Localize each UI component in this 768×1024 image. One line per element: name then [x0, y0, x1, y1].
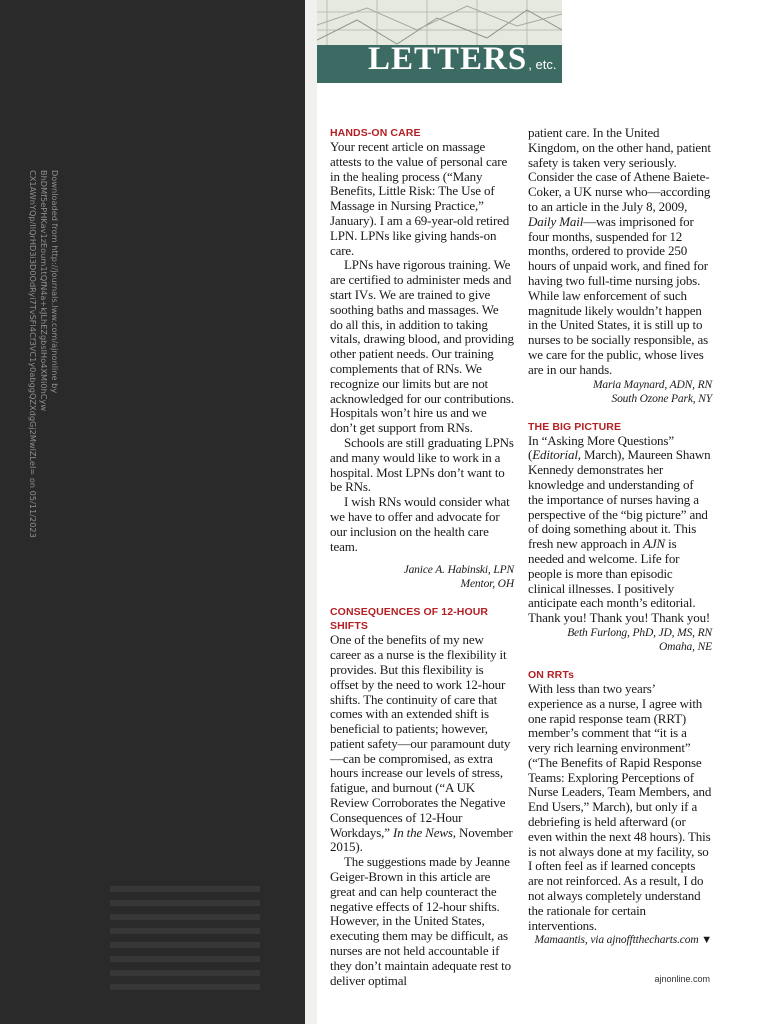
page-gutter [305, 0, 317, 1024]
letter-paragraph: One of the benefits of my new career as a nurse is the flexibility it provides. But this flexibility is offset by the need to work 12-hour shifts. The continuity of care that comes with an extended shift is beneficial to patients; however, patient safety—our paramount duty—can be compromised, as extra hours increase our levels of stress, fatigue, and burnout (“A UK Review Corroborates the Negative Consequences of 12-Hour Workdays,” In the News, November 2015). [330, 632, 513, 855]
author-location: South Ozone Park, NY [611, 392, 712, 405]
section-title-main: LETTERS [368, 41, 528, 77]
author-name: Maria Maynard, ADN, RN [592, 378, 712, 391]
author-name: Beth Furlong, PhD, JD, MS, RN [567, 626, 712, 639]
download-notice: Downloaded from http://journals.lww.com/ajnonline by BhDMf5ePHKav1zEoum1tQfN4a+kJLhEZgbsIHo4XMi0hCyw CX1AWnYQp/IlQrHD3i3D0OdRyi7TvSFl4Cf3VC1y0abggQZXdgGj2MwlZLeI= on 05/11/2023 [28, 170, 60, 538]
heading-big-picture: THE BIG PICTURE [528, 420, 622, 433]
continue-arrow-icon: ▼ [701, 934, 712, 947]
author-location: Omaha, NE [659, 640, 712, 653]
author-location: Mentor, OH [460, 578, 514, 591]
letter-paragraph: Your recent article on massage attests to the value of personal care in the healing process (“Many Benefits, Little Risk: The Use of Massage in Nursing Practice,” January). I am a 69-year-old retired LPN. LPNs like giving hands-on care. [330, 139, 510, 258]
right-column [528, 126, 712, 947]
letter-paragraph: LPNs have rigorous training. We are certified to administer meds and start IVs. We are trained to give soothing baths and massages. We do all this, in addition to taking vitals, drawing blood, and providing other patient needs. Our training complements that of RNs. We recognize our limits but are not acknowledged for our contributions. Hospitals won’t hire us and we don’t get support from RNs. [330, 257, 514, 436]
letter-paragraph: The suggestions made by Jeanne Geiger-Brown in this article are great and can help counteract the negative effects of 12-hour shifts. However, in the United States, executing them may be difficult, as nurses are not held accountable if they don’t maintain adequate rest to deliver optimal [330, 854, 511, 988]
letter-paragraph: With less than two years’ experience as a nurse, I agree with one rapid response team (RRT) member’s comment that “it is a very rich learning environment” (“The Benefits of Rapid Response Teams: Exploring Perceptions of Nurse Leaders, Team Members, and End Users,” March), but only if a debriefing is held afterward (or even within the next 48 hours). This is not always done at my facility, so I often feel as if learned concepts are not reinforced. As a result, I do not always completely understand the rationale for certain interventions. [528, 680, 712, 933]
section-title-suffix: , etc. [528, 57, 557, 72]
section-title [368, 41, 556, 78]
letter-paragraph: I wish RNs would consider what we have to offer and advocate for our inclusion on the health care team. [330, 494, 510, 554]
left-column [330, 126, 514, 988]
heading-on-rrts: ON RRTs [528, 668, 575, 681]
heading-hands-on-care: HANDS-ON CARE [330, 127, 421, 139]
heading-12-hour-shifts: CONSEQUENCES OF 12-HOUR SHIFTS [330, 606, 489, 633]
letter-paragraph: patient care. In the United Kingdom, on the other hand, patient safety is taken very seriously. Consider the case of Athene Baiete-Coker, a UK nurse who—according to an article in the July 8, 2009, Daily Mail—was imprisoned for four months, suspended for 12 months, ordered to provide 250 hours of unpaid work, and fined for having two full-time nursing jobs. While law enforcement of such magnitude likely wouldn’t happen in the United States, it is still up to nurses to be socially responsible, as we care for the public, whose lives are in our hands. [528, 125, 711, 377]
letter-paragraph: In “Asking More Questions” (Editorial, March), Maureen Shawn Kennedy demonstrates her knowledge and understanding of the importance of nurses having a perspective of the “big picture” and of doing something about it. This fresh new approach in AJN is needed and welcome. Life for people is more than episodic clinical illnesses. I positively anticipate each month’s editorial. Thank you! Thank you! Thank you! [528, 432, 711, 626]
author-name: Janice A. Habinski, LPN [403, 564, 514, 577]
footer-site: ajnonline.com [654, 974, 710, 984]
letter-paragraph: Schools are still graduating LPNs and many would like to work in a hospital. Most LPNs don’t want to be RNs. [330, 434, 514, 495]
left-margin-panel [0, 0, 305, 1024]
ghost-text-block [110, 880, 260, 990]
author-name: Mamaantis, via ajnofftthecharts.com ▼ [534, 934, 712, 947]
